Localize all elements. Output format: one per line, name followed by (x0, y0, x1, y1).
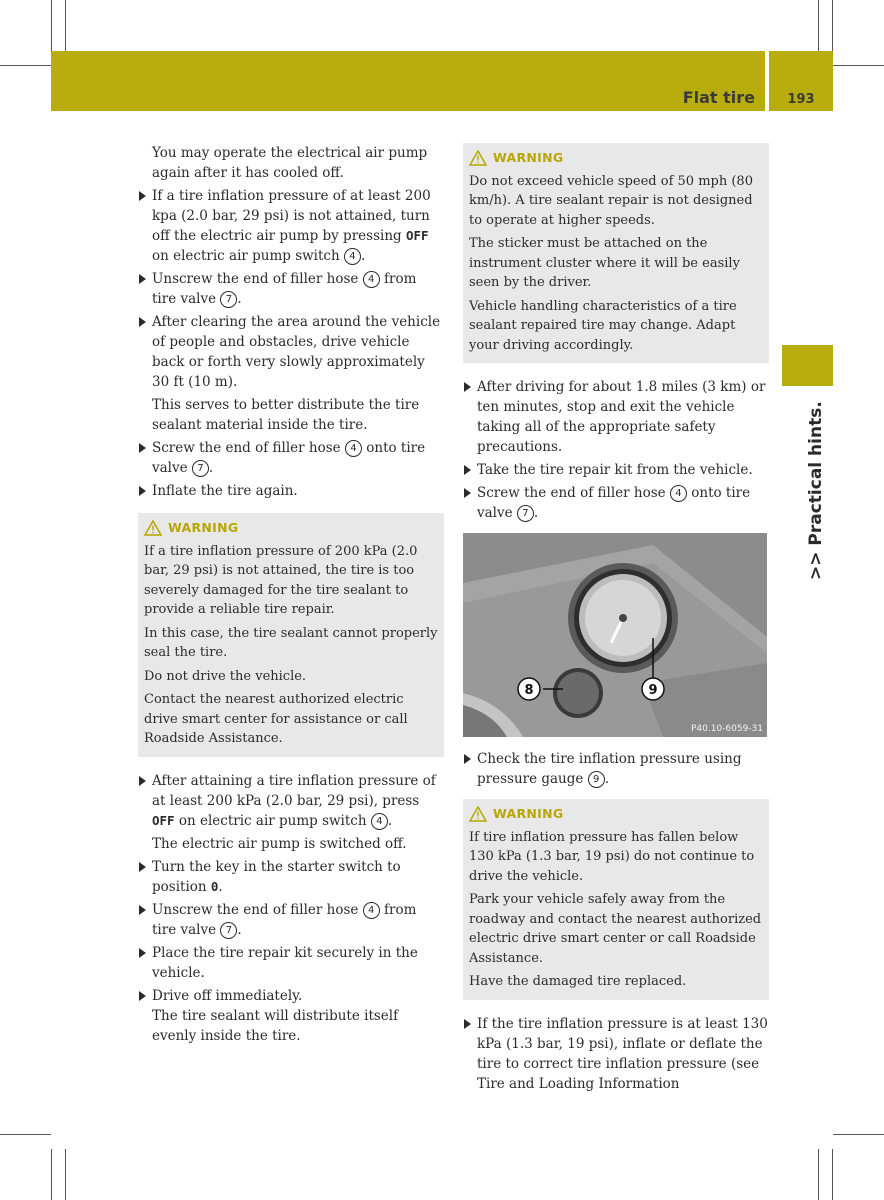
warning-text: Vehicle handling characteristics of a tire sealant repaired tire may change. Adapt your driving accordingly. (469, 298, 737, 353)
crop-mark (0, 1134, 51, 1135)
paragraph: This serves to better distribute the tire sealant material inside the tire. (152, 397, 420, 433)
crop-mark (818, 0, 819, 51)
reference-number: 7 (517, 505, 534, 522)
reference-number: 7 (220, 291, 237, 308)
page-title: Flat tire (682, 88, 755, 107)
bullet-item: After driving for about 1.8 miles (3 km) or ten minutes, stop and exit the vehicle taking all of the appropriate safety precautions. (463, 377, 769, 457)
crop-mark (51, 1149, 52, 1200)
warning-label: WARNING (493, 150, 564, 165)
right-column (463, 143, 769, 1097)
reference-number: 4 (670, 485, 687, 502)
reference-number: 7 (192, 460, 209, 477)
bullet-item: Screw the end of filler hose 4 onto tire valve 7 . (463, 483, 769, 523)
page-number: 193 (787, 92, 815, 107)
bullet-item: Take the tire repair kit from the vehicle. (463, 460, 769, 480)
figure-code: P40.10-6059-31 (690, 724, 763, 734)
warning-triangle-icon (144, 520, 162, 536)
reference-number: 4 (371, 813, 388, 830)
warning-label: WARNING (168, 520, 239, 535)
pressure-gauge-photo (463, 533, 767, 737)
reference-number: 9 (588, 771, 605, 788)
warning-triangle-icon (469, 150, 487, 166)
crop-mark (65, 1149, 66, 1200)
warning-text: If a tire inflation pressure of 200 kPa (2.0 bar, 29 psi) is not attained, the tire is too severely damaged for the tire sealant to provide a reliable tire repair. (144, 543, 418, 617)
reference-number: 4 (345, 440, 362, 457)
bullet-item: Unscrew the end of filler hose 4 from tire valve 7 . (138, 900, 444, 940)
warning-text: Do not drive the vehicle. (144, 668, 307, 684)
bullet-item: Inflate the tire again. (138, 481, 444, 501)
side-section-label: >> Practical hints. (806, 401, 826, 580)
warning-text: Have the damaged tire replaced. (469, 974, 687, 989)
bullet-item: Check the tire inflation pressure using pressure gauge 9 . (463, 749, 769, 789)
bullet-item: Place the tire repair kit securely in the vehicle. (138, 943, 444, 983)
warning-text: If tire inflation pressure has fallen below 130 kPa (1.3 bar, 19 psi) do not continue to drive the vehicle. (469, 829, 755, 884)
crop-mark (833, 1134, 884, 1135)
reference-number: 4 (363, 271, 380, 288)
paragraph: You may operate the electrical air pump again after it has cooled off. (152, 145, 428, 181)
gauge-illustration (463, 533, 767, 737)
reference-number: 4 (363, 902, 380, 919)
bullet-item: After clearing the area around the vehicle of people and obstacles, drive vehicle back or forth very slowly approximately 30 ft (10 m). (138, 312, 444, 392)
warning-box (463, 799, 769, 1000)
header-bar (51, 51, 765, 111)
paragraph: The tire sealant will distribute itself evenly inside the tire. (152, 1007, 399, 1044)
callout-number: 8 (524, 683, 534, 698)
crop-mark (818, 1149, 819, 1200)
bullet-item: Turn the key in the starter switch to position 0. (138, 857, 444, 897)
bullet-item: If a tire inflation pressure of at least 200 kpa (2.0 bar, 29 psi) is not attained, turn off the electric air pump by pressing OFF on electric air pump switch 4 . (138, 186, 444, 266)
side-tab-marker (782, 345, 833, 386)
warning-text: The sticker must be attached on the instrument cluster where it will be easily seen by the driver. (469, 236, 740, 290)
crop-mark (51, 0, 52, 51)
left-column (138, 143, 444, 1049)
warning-text: In this case, the tire sealant cannot properly seal the tire. (144, 625, 438, 660)
warning-box (138, 513, 444, 757)
bullet-item: If the tire inflation pressure is at least 130 kPa (1.3 bar, 19 psi), inflate or deflate the tire to correct tire inflation pressure (see Tire and Loading Information (463, 1014, 769, 1094)
paragraph: The electric air pump is switched off. (152, 835, 407, 852)
callout-number: 9 (648, 683, 658, 698)
crop-mark (832, 0, 833, 51)
page-number-box (769, 51, 833, 111)
warning-box (463, 143, 769, 363)
bullet-item: Drive off immediately. (138, 986, 444, 1006)
warning-triangle-icon (469, 806, 487, 822)
reference-number: 4 (344, 248, 361, 265)
reference-number: 7 (220, 922, 237, 939)
warning-text: Contact the nearest authorized electric drive smart center for assistance or call Roadside Assistance. (144, 692, 408, 746)
bullet-item: After attaining a tire inflation pressure of at least 200 kPa (2.0 bar, 29 psi), press OFF on electric air pump switch 4 . (138, 771, 444, 831)
bullet-item: Screw the end of filler hose 4 onto tire valve 7 . (138, 438, 444, 478)
bullet-item: Unscrew the end of filler hose 4 from tire valve 7 . (138, 269, 444, 309)
warning-label: WARNING (493, 806, 564, 821)
crop-mark (832, 1149, 833, 1200)
warning-text: Do not exceed vehicle speed of 50 mph (80 km/h). A tire sealant repair is not designed to operate at higher speeds. (469, 173, 753, 228)
crop-mark (833, 65, 884, 66)
warning-text: Park your vehicle safely away from the roadway and contact the nearest authorized electric drive smart center or call Roadside Assistance. (469, 892, 762, 966)
crop-mark (0, 65, 51, 66)
crop-mark (65, 0, 66, 51)
